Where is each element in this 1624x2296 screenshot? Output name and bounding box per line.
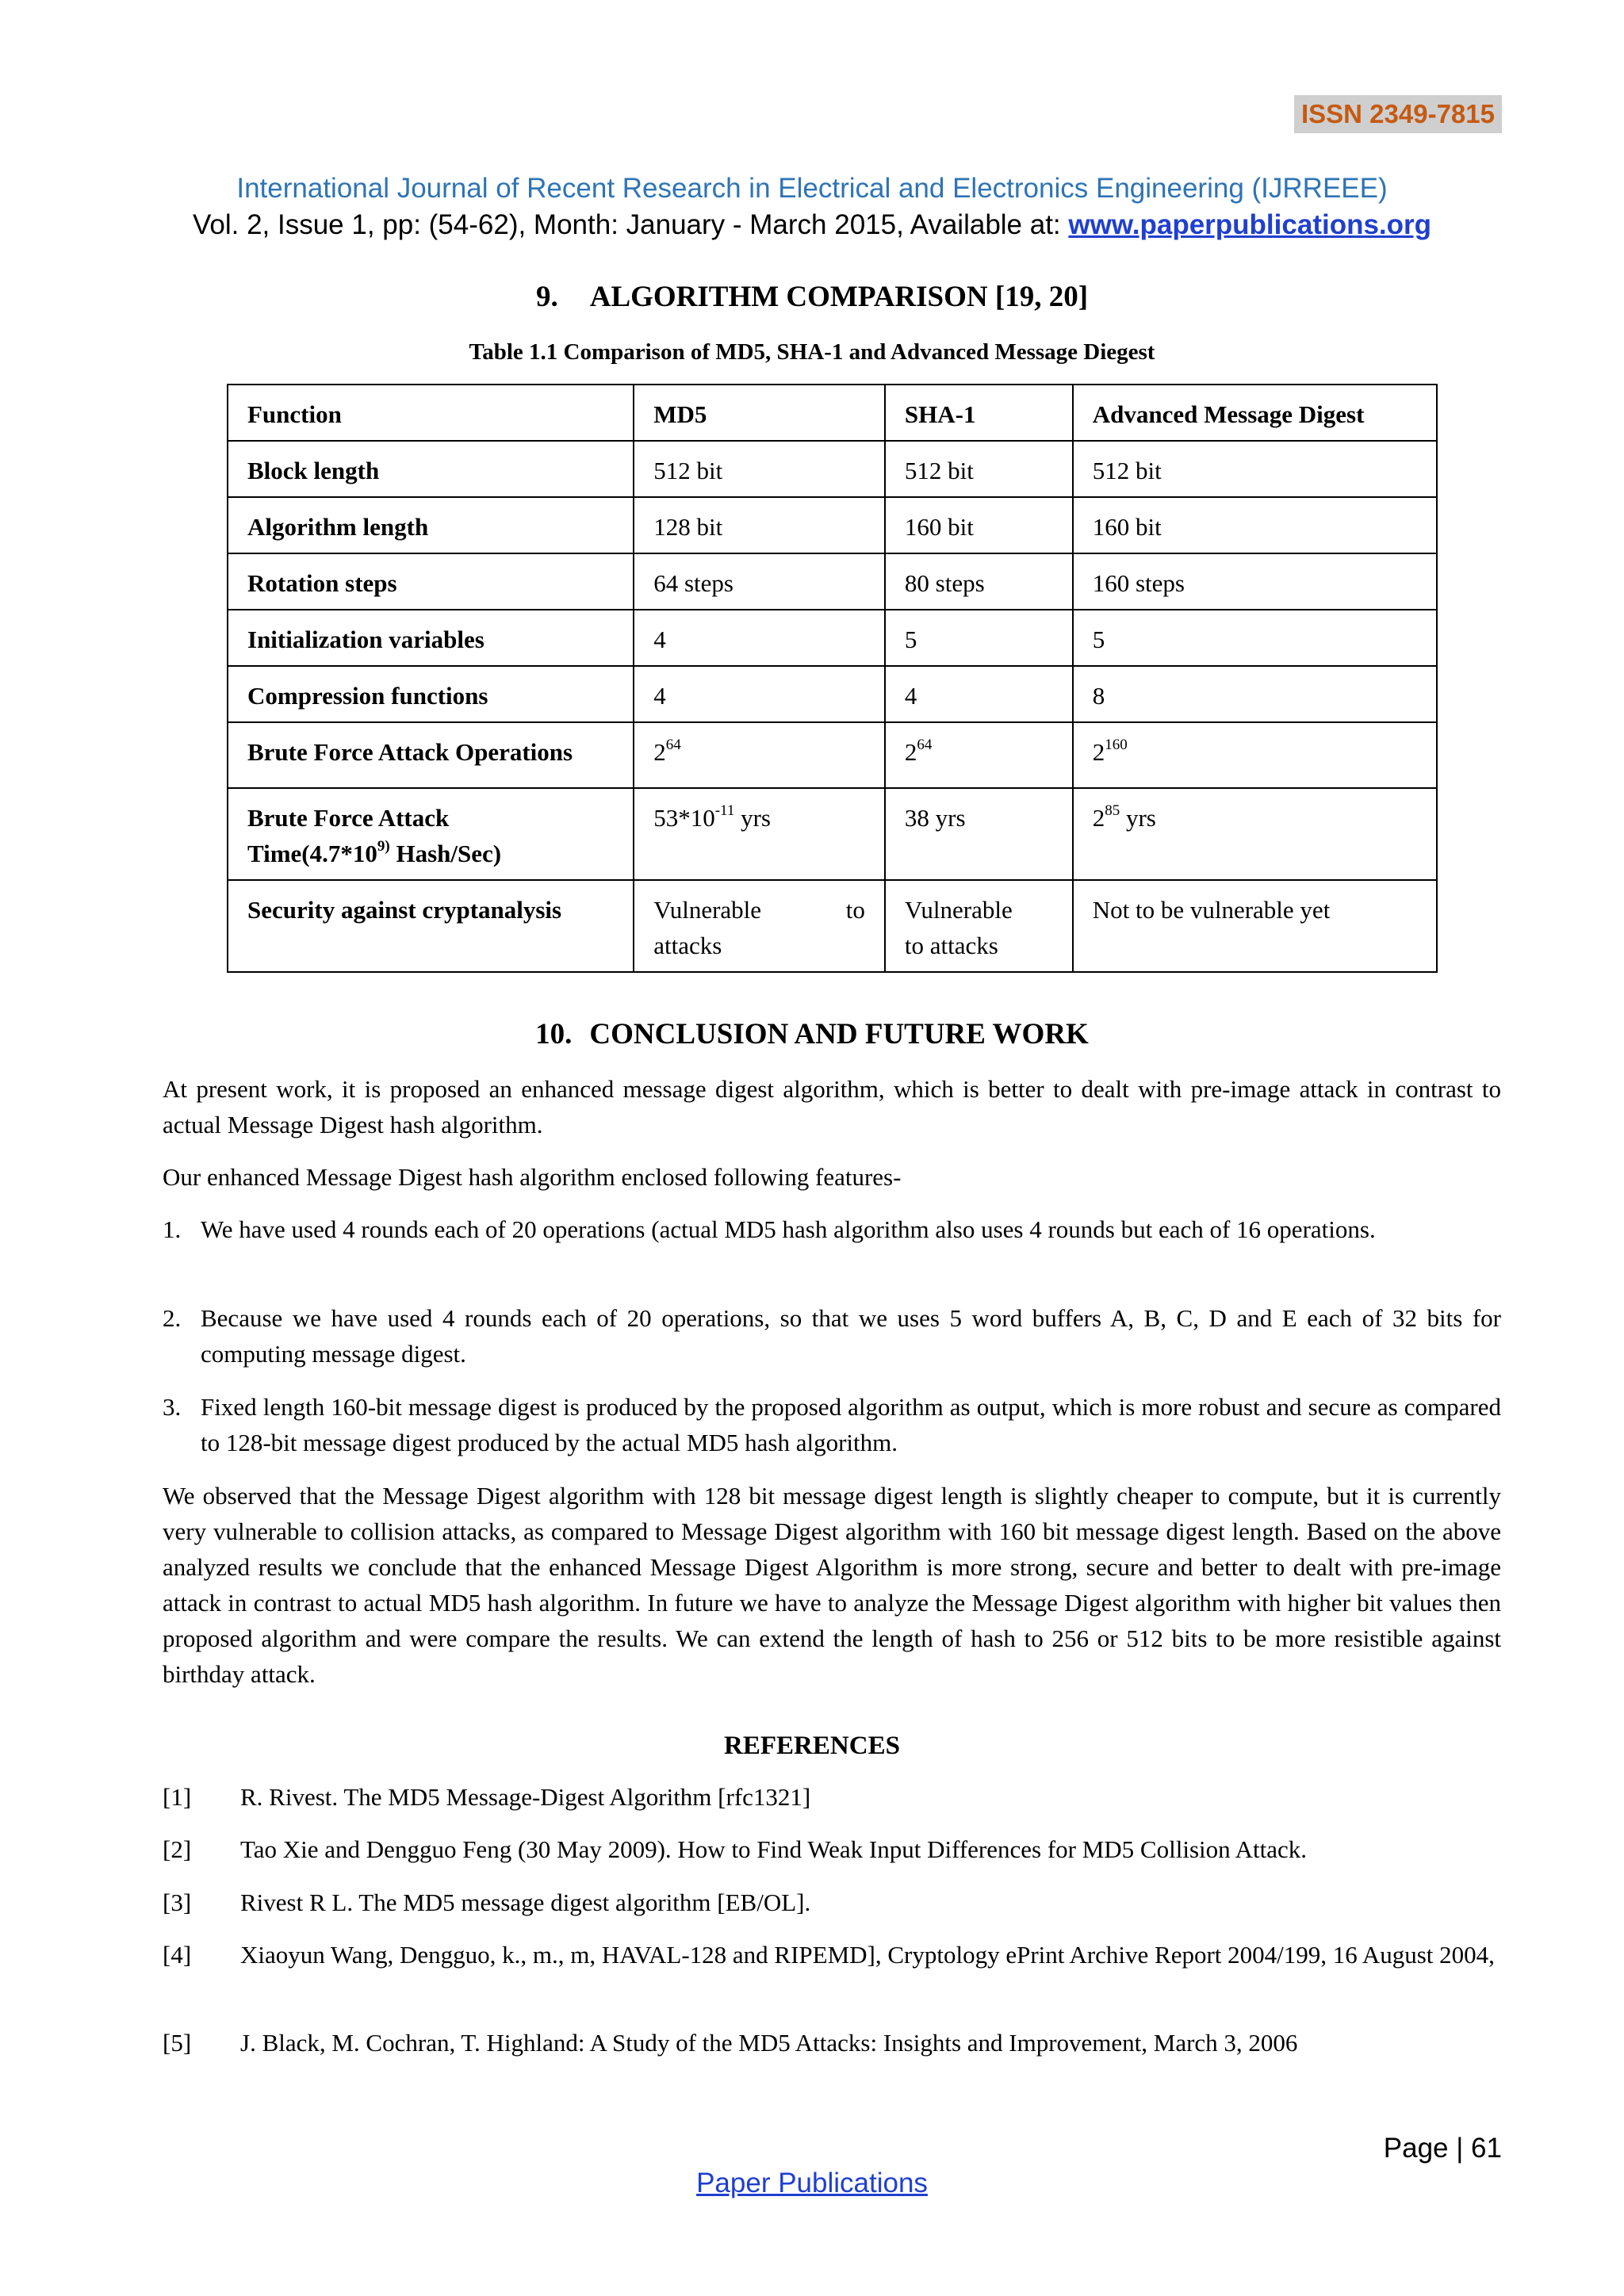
time-unit: yrs (734, 804, 771, 832)
time-unit: yrs (1120, 804, 1156, 832)
row-label: Algorithm length (228, 497, 634, 553)
power-base: 2 (1092, 738, 1105, 766)
table-row (228, 666, 1437, 722)
list-number: 1. (163, 1215, 182, 1243)
reference-number: [4] (163, 1941, 192, 1969)
row-label: Brute Force Attack Operations (228, 722, 634, 788)
reference-text: J. Black, M. Cochran, T. Highland: A Study of the MD5 Attacks: Insights and Improvement, March 3, 2006 (240, 2029, 1298, 2057)
power-exponent: 160 (1105, 737, 1128, 753)
table-row (228, 610, 1437, 666)
row-label: Block length (228, 441, 634, 497)
table-cell: 38 yrs (885, 788, 1073, 880)
table-cell (634, 880, 885, 972)
table-header-cell: Advanced Message Digest (1073, 385, 1437, 441)
time-base: 53*10 (653, 804, 715, 832)
comparison-table (227, 384, 1438, 973)
reference-text: Tao Xie and Dengguo Feng (30 May 2009). How to Find Weak Input Differences for MD5 Collision Attack. (240, 1835, 1308, 1863)
row-label: Initialization variables (228, 610, 634, 666)
page-number: Page | 61 (1383, 2133, 1502, 2164)
reference-number: [5] (163, 2029, 192, 2057)
table-cell: 5 (1073, 610, 1437, 666)
row-label (228, 788, 634, 880)
justified-line (653, 892, 865, 928)
reference-number: [3] (163, 1888, 192, 1916)
table-cell (634, 722, 885, 788)
table-cell: 80 steps (885, 553, 1073, 610)
reference-item (163, 2025, 1501, 2061)
table-cell: 5 (885, 610, 1073, 666)
journal-info (0, 206, 1624, 244)
conclusion-paragraph-3: We observed that the Message Digest algorithm with 128 bit message digest length is slightly cheaper to compute, but it is currently very vulnerable to collision attacks, as compared to Message Digest algorithm with 160 bit message digest length. Based on the above analyzed results we conclude that the enhanced Message Digest Algorithm is more strong, secure and better to dealt with pre-image attack in contrast to actual MD5 hash algorithm. In future we have to analyze the Message Digest algorithm with higher bit values then proposed algorithm and were compare the results. We can extend the length of hash to 256 or 512 bits to be more resistible against birthday attack. (163, 1482, 1501, 1688)
table-header-cell: SHA-1 (885, 385, 1073, 441)
table-cell: 4 (885, 666, 1073, 722)
table-cell (1073, 788, 1437, 880)
table-cell: 160 steps (1073, 553, 1437, 610)
reference-number: [1] (163, 1783, 192, 1811)
table-cell: 512 bit (1073, 441, 1437, 497)
section-9-heading (0, 277, 1624, 317)
feature-list-item (163, 1389, 1501, 1460)
cell-word: Vulnerable (653, 896, 762, 924)
table-row (228, 441, 1437, 497)
feature-list-item (163, 1300, 1501, 1372)
table-cell (1073, 722, 1437, 788)
table-cell: Not to be vulnerable yet (1073, 880, 1437, 972)
table-row-brute-ops (228, 722, 1437, 788)
table-caption: Table 1.1 Comparison of MD5, SHA-1 and Advanced Message Diegest (469, 339, 1155, 365)
cell-word: attacks (653, 932, 722, 959)
table-cell: 4 (634, 610, 885, 666)
table-cell: 8 (1073, 666, 1437, 722)
journal-title: International Journal of Recent Research in Electrical and Electronics Engineering (IJRREEE) (236, 173, 1388, 204)
journal-info-text: Vol. 2, Issue 1, pp: (54-62), Month: January - March 2015, Available at: (192, 209, 1069, 240)
section-9-title: ALGORITHM COMPARISON [19, 20] (589, 281, 1089, 313)
time-exponent: 85 (1105, 802, 1120, 819)
reference-item (163, 1937, 1501, 1973)
list-text: Because we have used 4 rounds each of 20 operations, so that we uses 5 word buffers A, B, C, D and E each of 32 bits for computing message digest. (201, 1304, 1501, 1368)
list-number: 3. (163, 1393, 182, 1421)
table-row (228, 553, 1437, 610)
time-exponent: -11 (714, 802, 735, 819)
row-label: Rotation steps (228, 553, 634, 610)
reference-item (163, 1885, 1501, 1920)
power-exponent: 64 (917, 737, 933, 753)
publisher-link[interactable]: Paper Publications (696, 2168, 928, 2198)
cell-line: to attacks (904, 932, 998, 959)
list-text: Fixed length 160-bit message digest is produced by the proposed algorithm as output, which is more robust and secure as compared to 128-bit message digest produced by the actual MD5 hash algorithm. (201, 1393, 1501, 1456)
conclusion-paragraph-1: At present work, it is proposed an enhanced message digest algorithm, which is better to dealt with pre-image attack in contrast to actual Message Digest hash algorithm. (163, 1075, 1501, 1138)
reference-number: [2] (163, 1835, 192, 1863)
cell-word: to (845, 896, 865, 924)
row-label-line2: Time(4.7*10 (247, 840, 377, 867)
row-label: Security against cryptanalysis (228, 880, 634, 972)
table-cell: 64 steps (634, 553, 885, 610)
table-row-security (228, 880, 1437, 972)
references-heading: REFERENCES (724, 1732, 900, 1760)
publisher-footer (0, 2164, 1624, 2202)
list-text: We have used 4 rounds each of 20 operations (actual MD5 hash algorithm also uses 4 rounds but each of 16 operations. (201, 1215, 1376, 1243)
row-label-line1: Brute Force Attack (247, 804, 450, 832)
journal-url-link[interactable]: www.paperpublications.org (1068, 209, 1432, 240)
table-header-cell: MD5 (634, 385, 885, 441)
row-label-line2-end: Hash/Sec) (389, 840, 502, 867)
list-number: 2. (163, 1304, 182, 1332)
section-9-number: 9. (535, 281, 558, 313)
feature-list-item (163, 1211, 1501, 1247)
table-row-brute-time (228, 788, 1437, 880)
table-cell: 160 bit (1073, 497, 1437, 553)
label-exponent: 9) (377, 838, 390, 855)
reference-item (163, 1779, 1501, 1815)
conclusion-paragraph-2: Our enhanced Message Digest hash algorithm enclosed following features- (163, 1163, 902, 1191)
table-header-row (228, 385, 1437, 441)
cell-line: Vulnerable (904, 896, 1013, 924)
table-cell (885, 880, 1073, 972)
reference-text: R. Rivest. The MD5 Message-Digest Algorithm [rfc1321] (240, 1783, 811, 1811)
table-cell (634, 788, 885, 880)
table-cell: 160 bit (885, 497, 1073, 553)
time-base: 2 (1092, 804, 1105, 832)
issn-badge: ISSN 2349-7815 (1294, 95, 1502, 133)
table-row (228, 497, 1437, 553)
table-cell: 4 (634, 666, 885, 722)
reference-text: Xiaoyun Wang, Dengguo, k., m., m, HAVAL-128 and RIPEMD], Cryptology ePrint Archive Report 2004/199, 16 August 2004, (240, 1941, 1495, 1969)
section-10-title: CONCLUSION AND FUTURE WORK (589, 1018, 1089, 1050)
power-exponent: 64 (665, 737, 681, 753)
power-base: 2 (653, 738, 666, 766)
section-10-number: 10. (535, 1018, 573, 1050)
section-10-heading (0, 1015, 1624, 1054)
table-cell: 512 bit (634, 441, 885, 497)
power-base: 2 (904, 738, 917, 766)
table-cell (885, 722, 1073, 788)
table-cell: 128 bit (634, 497, 885, 553)
reference-item (163, 1831, 1501, 1867)
reference-text: Rivest R L. The MD5 message digest algorithm [EB/OL]. (240, 1888, 811, 1916)
table-cell: 512 bit (885, 441, 1073, 497)
table-header-cell: Function (228, 385, 634, 441)
row-label: Compression functions (228, 666, 634, 722)
